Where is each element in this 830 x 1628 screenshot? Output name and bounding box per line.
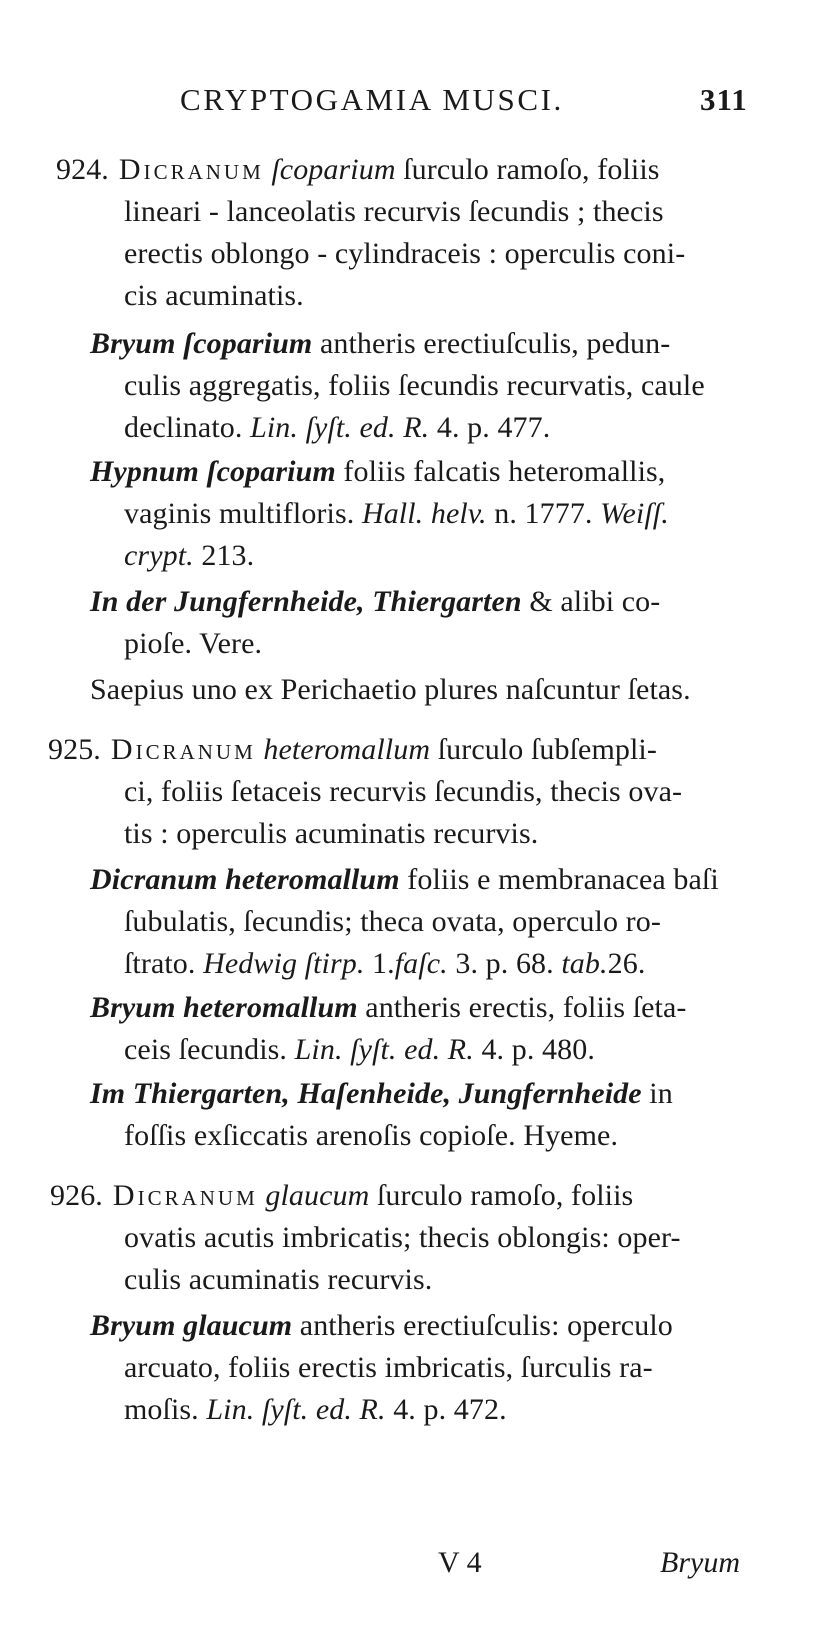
synonym-line [124, 538, 254, 574]
description-text: lineari - lanceolatis recurvis ſecundis ; thecis [124, 195, 664, 228]
reference: Lin. ſyſt. ed. R. [250, 411, 430, 444]
habitat-location: In der Jungfernheide, [90, 585, 365, 618]
reference-tail: 4. p. 480. [481, 1033, 595, 1066]
habitat-text: in [649, 1077, 673, 1110]
synonym-text: foliis falcatis heteromallis, [343, 455, 666, 488]
synonym-text: ſtrato. [124, 947, 196, 980]
reference: Hall. helv. [361, 497, 487, 530]
synonym-text: foliis e membranacea baſi [407, 863, 719, 896]
reference-tail: 26. [607, 947, 646, 980]
synonym-line [90, 454, 665, 490]
page-number: 311 [700, 82, 748, 117]
reference: Lin. ſyſt. ed. R. [206, 1393, 386, 1426]
synonym-line [124, 410, 550, 446]
reference: Hedwig ſtirp. [203, 947, 365, 980]
description-text: ſurculo ramoſo, foliis [403, 153, 660, 186]
reference-tail: n. 1777. [494, 497, 593, 530]
description-text: ſurculo ſubſempli- [437, 733, 657, 766]
species-name: ſcoparium [271, 153, 396, 186]
synonym-text: arcuato, foliis erectis imbricatis, ſurculis ra- [124, 1351, 653, 1384]
synonym-text: ceis ſecundis. [124, 1033, 288, 1066]
reference-tail: 4. p. 472. [393, 1393, 507, 1426]
synonym-text: antheris erectis, foliis ſeta- [365, 991, 687, 1024]
habitat-location: Im Thiergarten, [90, 1077, 290, 1110]
synonym-line [90, 326, 670, 362]
genus-name: Dicranum [110, 733, 256, 766]
synonym-name: Dicranum heteromallum [90, 863, 400, 896]
entry-number: 924. [56, 153, 109, 186]
entry-926-heading [50, 1178, 633, 1214]
habitat-line [90, 1076, 673, 1112]
species-name: heteromallum [263, 733, 431, 766]
reference: tab. [561, 947, 608, 980]
synonym-text: moſis. [124, 1393, 199, 1426]
synonym-name: Bryum heteromallum [90, 991, 358, 1024]
habitat-text: pioſe. Vere. [124, 627, 263, 660]
description-text: tis : operculis acuminatis recurvis. [124, 817, 539, 850]
habitat-line [90, 584, 660, 620]
description-text: erectis oblongo - cylindraceis : operculis coni- [124, 237, 686, 270]
genus-name: Dicranum [112, 1179, 258, 1212]
reference: faſc. [394, 947, 448, 980]
synonym-line [90, 990, 687, 1026]
entry-925-heading [48, 732, 657, 768]
synonym-name: Hypnum ſcoparium [90, 455, 336, 488]
synonym-text: antheris erectiuſculis: operculo [299, 1309, 673, 1342]
habitat-location: Thiergarten [372, 585, 522, 618]
synonym-line [90, 862, 719, 898]
description-text: ovatis acutis imbricatis; thecis oblongis: oper- [124, 1221, 681, 1254]
synonym-line [124, 496, 669, 532]
entry-924-heading [56, 152, 660, 188]
description-text: culis acuminatis recurvis. [124, 1263, 433, 1296]
reference-tail: 4. p. 477. [436, 411, 551, 444]
habitat-text: & alibi co- [529, 585, 661, 618]
reference-tail: 213. [201, 539, 255, 572]
synonym-text: declinato. [124, 411, 243, 444]
synonym-text: antheris erectiuſculis, pedun- [319, 327, 671, 360]
habitat-location: Jungfernheide [458, 1077, 642, 1110]
synonym-name: Bryum ſcoparium [90, 327, 313, 360]
synonym-name: Bryum glaucum [90, 1309, 293, 1342]
genus-name: Dicranum [118, 153, 264, 186]
synonym-line [90, 1308, 673, 1344]
entry-number: 926. [50, 1179, 103, 1212]
signature-mark: V 4 [438, 1546, 482, 1579]
synonym-line [124, 946, 645, 982]
reference: Weiſſ. [600, 497, 669, 530]
description-text: cis acuminatis. [124, 279, 304, 312]
habitat-location: Haſenheide, [297, 1077, 452, 1110]
synonym-text: ſubulatis, ſecundis; theca ovata, operculo ro- [124, 905, 661, 938]
reference-tail: 1. [372, 947, 395, 980]
synonym-text: vaginis multifloris. [124, 497, 355, 530]
synonym-text: culis aggregatis, foliis ſecundis recurvatis, caule [124, 369, 705, 402]
habitat-text: foſſis exſiccatis arenoſis copioſe. Hyeme. [124, 1119, 619, 1152]
reference: Lin. ſyſt. ed. R. [294, 1033, 474, 1066]
note-text: Saepius uno ex Perichaetio plures naſcuntur ſetas. [90, 673, 691, 706]
entry-number: 925. [48, 733, 101, 766]
running-header-title: CRYPTOGAMIA MUSCI. [180, 82, 564, 117]
synonym-line [124, 1392, 507, 1428]
species-name: glaucum [265, 1179, 370, 1212]
description-text: ci, foliis ſetaceis recurvis ſecundis, thecis ova- [124, 775, 683, 808]
catchword: Bryum [660, 1546, 740, 1579]
synonym-line [124, 1032, 595, 1068]
description-text: ſurculo ramoſo, foliis [376, 1179, 634, 1212]
reference: crypt. [124, 539, 194, 572]
reference-tail: 3. p. 68. [455, 947, 554, 980]
